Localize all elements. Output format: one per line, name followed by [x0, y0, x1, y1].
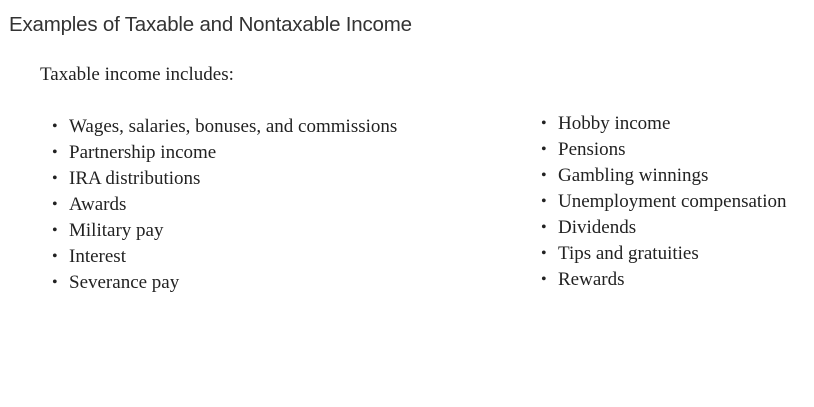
bullet-icon: • — [52, 144, 58, 161]
list-item-label: Pensions — [558, 139, 626, 160]
list-item-label: Hobby income — [558, 113, 671, 134]
bullet-icon: • — [541, 167, 547, 184]
list-item — [52, 244, 397, 270]
bullet-icon: • — [52, 222, 58, 239]
list-item-label: IRA distributions — [69, 168, 201, 189]
list-item-label: Unemployment compensation — [558, 191, 787, 212]
list-item — [52, 166, 397, 192]
bullet-icon: • — [541, 271, 547, 288]
bullet-icon: • — [52, 196, 58, 213]
bullet-icon: • — [52, 118, 58, 135]
list-item — [52, 140, 397, 166]
list-item-label: Tips and gratuities — [558, 243, 699, 264]
list-item — [52, 270, 397, 296]
list-item — [541, 241, 786, 267]
bullet-icon: • — [541, 193, 547, 210]
list-item-label: Awards — [69, 194, 127, 215]
list-item-label: Military pay — [69, 220, 164, 241]
bullet-icon: • — [541, 141, 547, 158]
list-item — [541, 215, 786, 241]
list-item-label: Severance pay — [69, 272, 180, 293]
bullet-icon: • — [541, 219, 547, 236]
bullet-icon: • — [52, 274, 58, 291]
taxable-income-list-left — [52, 114, 397, 296]
list-item-label: Dividends — [558, 217, 637, 238]
intro-text: Taxable income includes: — [40, 64, 234, 85]
bullet-icon: • — [541, 245, 547, 262]
page-title: Examples of Taxable and Nontaxable Income — [9, 13, 412, 36]
list-item — [541, 137, 786, 163]
list-item-label: Interest — [69, 246, 126, 267]
list-item-label: Partnership income — [69, 142, 217, 163]
list-item — [52, 114, 397, 140]
list-item — [541, 111, 786, 137]
bullet-icon: • — [541, 115, 547, 132]
list-item — [541, 267, 786, 293]
list-item-label: Gambling winnings — [558, 165, 709, 186]
list-item-label: Wages, salaries, bonuses, and commissions — [69, 116, 398, 137]
list-item — [52, 218, 397, 244]
taxable-income-list-right — [541, 111, 786, 293]
list-item — [541, 163, 786, 189]
bullet-icon: • — [52, 170, 58, 187]
list-item — [52, 192, 397, 218]
bullet-icon: • — [52, 248, 58, 265]
list-item — [541, 189, 786, 215]
list-item-label: Rewards — [558, 269, 625, 290]
